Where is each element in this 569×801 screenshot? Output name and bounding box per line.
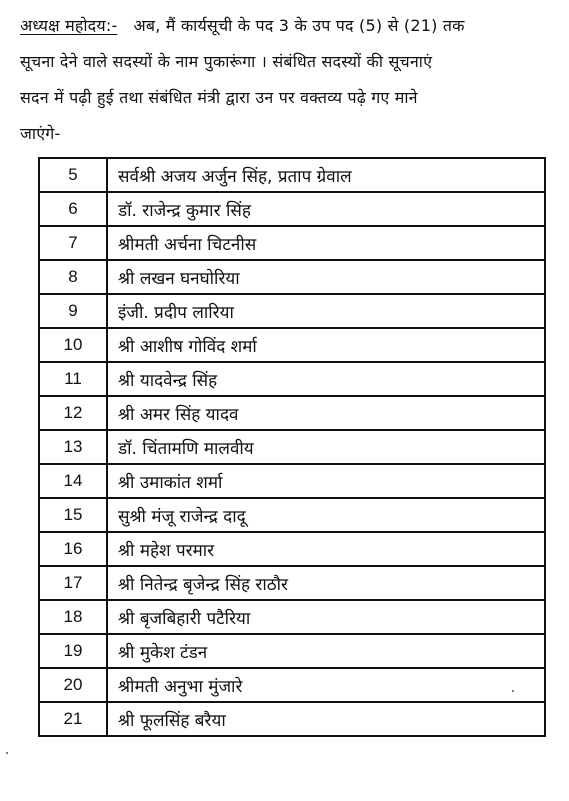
member-number: 10	[39, 328, 107, 362]
member-name: श्री अमर सिंह यादव	[107, 396, 545, 430]
scan-speck	[6, 752, 8, 754]
member-number: 21	[39, 702, 107, 736]
table-row	[39, 294, 545, 328]
member-number: 11	[39, 362, 107, 396]
table-row	[39, 362, 545, 396]
table-row	[39, 498, 545, 532]
member-number: 14	[39, 464, 107, 498]
table-row	[39, 702, 545, 736]
member-name: श्री लखन घनघोरिया	[107, 260, 545, 294]
member-number: 5	[39, 158, 107, 192]
intro-line-1-text: अब, मैं कार्यसूची के पद 3 के उप पद (5) से (21) तक	[133, 16, 465, 35]
table-row	[39, 260, 545, 294]
member-number: 19	[39, 634, 107, 668]
member-name: श्री मुकेश टंडन	[107, 634, 545, 668]
member-name: श्री नितेन्द्र बृजेन्द्र सिंह राठौर	[107, 566, 545, 600]
table-row	[39, 566, 545, 600]
member-number: 17	[39, 566, 107, 600]
member-number: 20	[39, 668, 107, 702]
member-name: श्री फूलसिंह बरैया	[107, 702, 545, 736]
table-row	[39, 532, 545, 566]
members-table-body	[39, 158, 545, 736]
member-name: डॉ. चिंतामणि मालवीय	[107, 430, 545, 464]
member-name: श्रीमती अर्चना चिटनीस	[107, 226, 545, 260]
member-name: श्री बृजबिहारी पटैरिया	[107, 600, 545, 634]
table-row	[39, 634, 545, 668]
member-number: 7	[39, 226, 107, 260]
table-row	[39, 158, 545, 192]
member-name: श्रीमती अनुभा मुंजारे	[107, 668, 545, 702]
member-name: डॉ. राजेन्द्र कुमार सिंह	[107, 192, 545, 226]
member-number: 16	[39, 532, 107, 566]
members-table	[38, 157, 546, 737]
table-row	[39, 396, 545, 430]
intro-line-4: जाएंगे-	[20, 124, 61, 143]
table-row	[39, 600, 545, 634]
speaker-label: अध्यक्ष महोदय:-	[20, 16, 118, 35]
member-name: श्री आशीष गोविंद शर्मा	[107, 328, 545, 362]
member-number: 6	[39, 192, 107, 226]
table-row	[39, 328, 545, 362]
intro-line-1	[20, 8, 560, 44]
member-number: 15	[39, 498, 107, 532]
member-number: 9	[39, 294, 107, 328]
member-number: 18	[39, 600, 107, 634]
intro-line-3: सदन में पढ़ी हुई तथा संबंधित मंत्री द्वारा उन पर वक्तव्य पढ़े गए माने	[20, 88, 418, 107]
intro-line-2: सूचना देने वाले सदस्यों के नाम पुकारूंगा । संबंधित सदस्यों की सूचनाएं	[20, 52, 433, 71]
table-row	[39, 668, 545, 702]
member-number: 8	[39, 260, 107, 294]
member-name: इंजी. प्रदीप लारिया	[107, 294, 545, 328]
member-number: 13	[39, 430, 107, 464]
member-name: श्री उमाकांत शर्मा	[107, 464, 545, 498]
intro-paragraph	[20, 8, 560, 152]
member-name: सर्वश्री अजय अर्जुन सिंह, प्रताप ग्रेवाल	[107, 158, 545, 192]
member-number: 12	[39, 396, 107, 430]
member-name: सुश्री मंजू राजेन्द्र दादू	[107, 498, 545, 532]
table-row	[39, 192, 545, 226]
scan-speck	[512, 690, 514, 692]
member-name: श्री महेश परमार	[107, 532, 545, 566]
table-row	[39, 464, 545, 498]
member-name: श्री यादवेन्द्र सिंह	[107, 362, 545, 396]
table-row	[39, 430, 545, 464]
table-row	[39, 226, 545, 260]
